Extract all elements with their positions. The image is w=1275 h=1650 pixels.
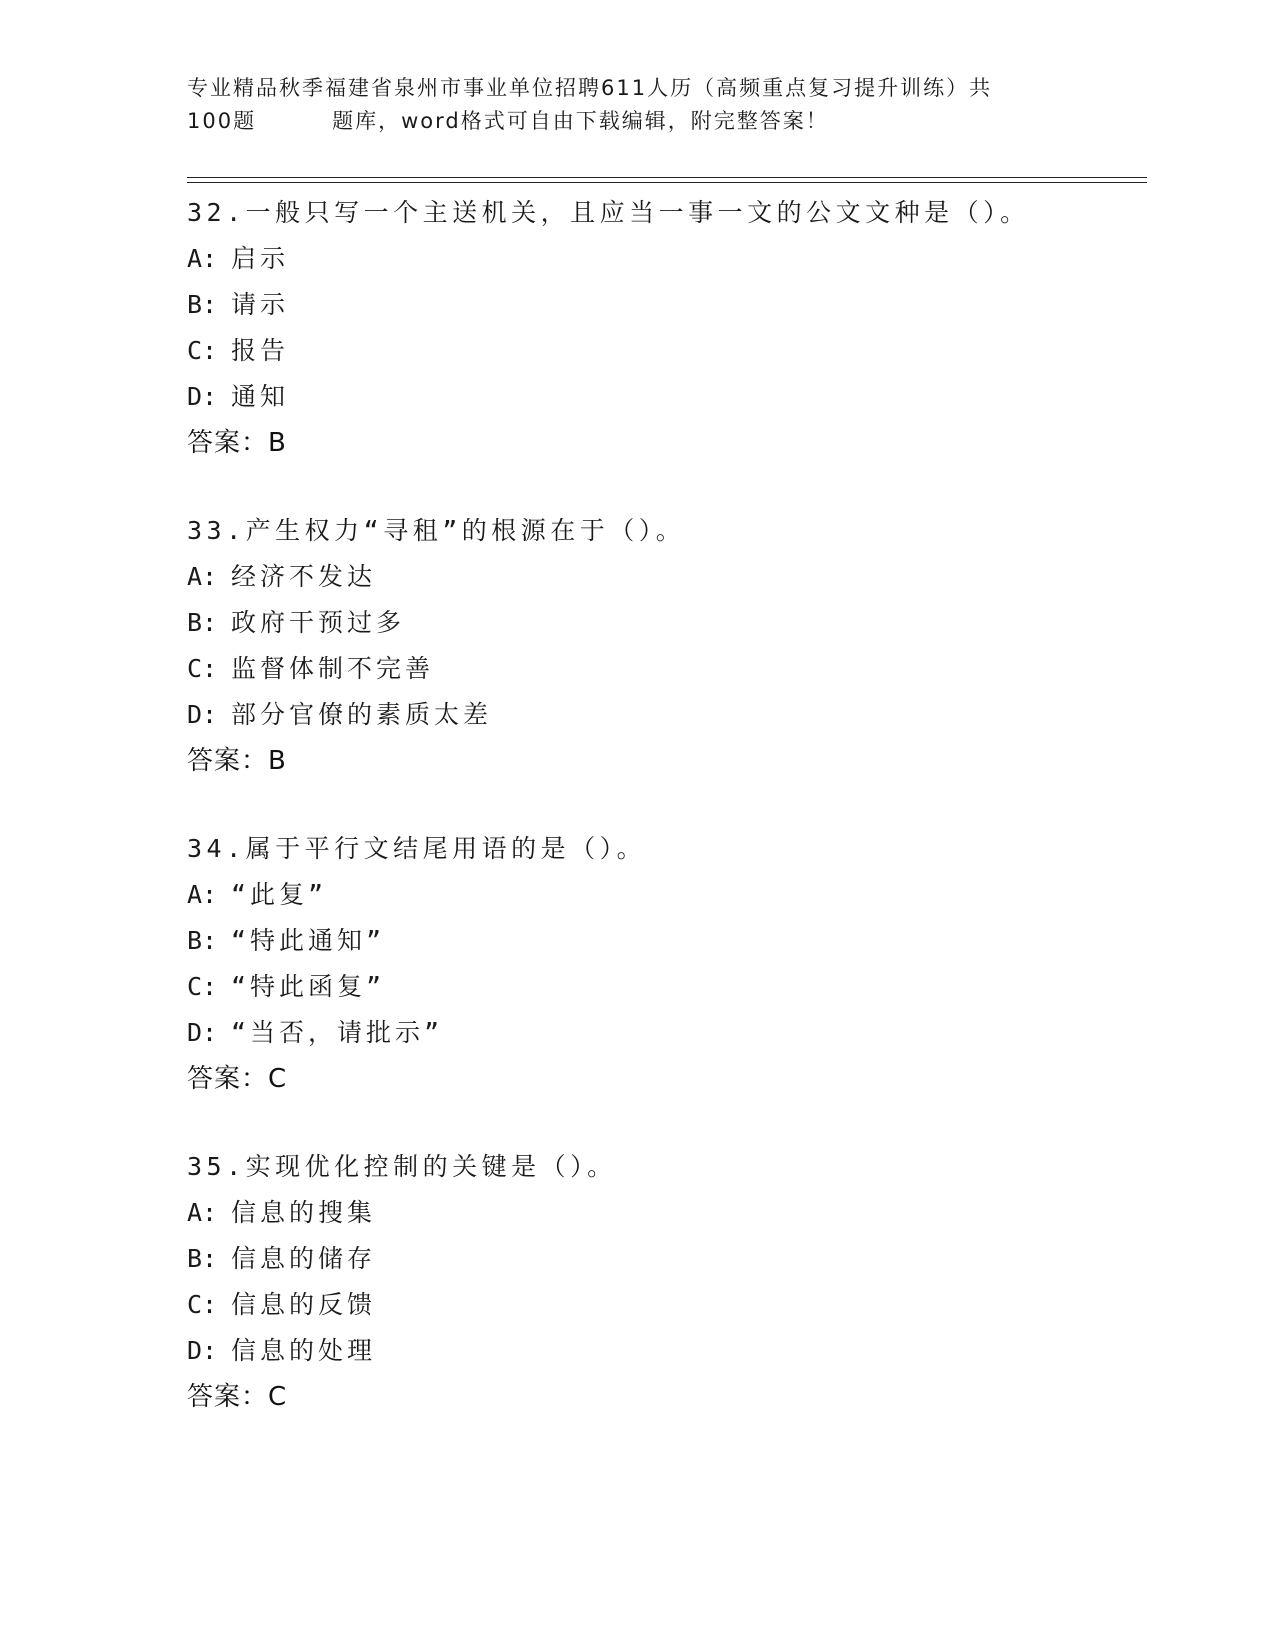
option-key: B: [187,926,218,955]
header-divider-bottom [187,182,1147,183]
option-c [187,646,1147,692]
option-text: 部分官僚的素质太差 [231,700,493,729]
option-text: 信息的处理 [231,1336,377,1365]
option-key: B: [187,290,218,319]
option-d [187,1328,1147,1374]
question-item [187,190,1147,508]
option-text: 信息的搜集 [231,1198,377,1227]
question-item [187,1144,1147,1462]
header-title-line-1: 专业精品秋季福建省泉州市事业单位招聘611人历（高频重点复习提升训练）共 [187,76,993,100]
question-item [187,826,1147,1144]
question-list [187,190,1147,1462]
question-stem: 35.实现优化控制的关键是（）。 [187,1152,617,1181]
option-a [187,872,1147,918]
header-description: 题库，word格式可自由下载编辑，附完整答案！ [332,109,829,133]
question-stem: 32.一般只写一个主送机关，且应当一事一文的公文文种是（）。 [187,198,1030,227]
header-title-line-2 [187,105,1087,138]
document-header [187,72,1087,138]
option-b [187,918,1147,964]
option-key: D: [187,700,218,729]
option-text: 经济不发达 [231,562,377,591]
option-text: “当否，请批示” [231,1018,444,1047]
option-key: B: [187,1244,218,1273]
option-d [187,374,1147,420]
answer-line: 答案：B [187,746,287,776]
option-text: “此复” [231,880,328,909]
option-text: 信息的反馈 [231,1290,377,1319]
option-a [187,236,1147,282]
option-key: C: [187,336,218,365]
option-c [187,328,1147,374]
option-key: A: [187,1198,218,1227]
question-stem: 33.产生权力“寻租”的根源在于（）。 [187,516,686,545]
option-text: “特此函复” [231,972,386,1001]
option-b [187,1236,1147,1282]
option-a [187,554,1147,600]
option-text: 通知 [231,382,290,411]
question-stem: 34.属于平行文结尾用语的是（）。 [187,834,647,863]
option-key: C: [187,654,218,683]
option-text: 政府干预过多 [231,608,406,637]
option-text: 请示 [231,290,290,319]
option-d [187,1010,1147,1056]
option-key: A: [187,562,218,591]
option-key: D: [187,1336,218,1365]
option-key: B: [187,608,218,637]
option-text: 启示 [231,244,290,273]
option-b [187,282,1147,328]
answer-line: 答案：C [187,1064,288,1094]
option-key: C: [187,1290,218,1319]
option-c [187,1282,1147,1328]
header-question-count: 100题 [187,109,257,133]
option-text: “特此通知” [231,926,386,955]
option-key: A: [187,244,218,273]
option-a [187,1190,1147,1236]
option-key: C: [187,972,218,1001]
option-key: D: [187,1018,218,1047]
option-text: 信息的储存 [231,1244,377,1273]
option-text: 监督体制不完善 [231,654,435,683]
option-d [187,692,1147,738]
header-divider-top [187,177,1147,178]
answer-line: 答案：B [187,428,287,458]
option-c [187,964,1147,1010]
option-key: A: [187,880,218,909]
answer-line: 答案：C [187,1382,288,1412]
option-key: D: [187,382,218,411]
question-item [187,508,1147,826]
option-text: 报告 [231,336,290,365]
option-b [187,600,1147,646]
